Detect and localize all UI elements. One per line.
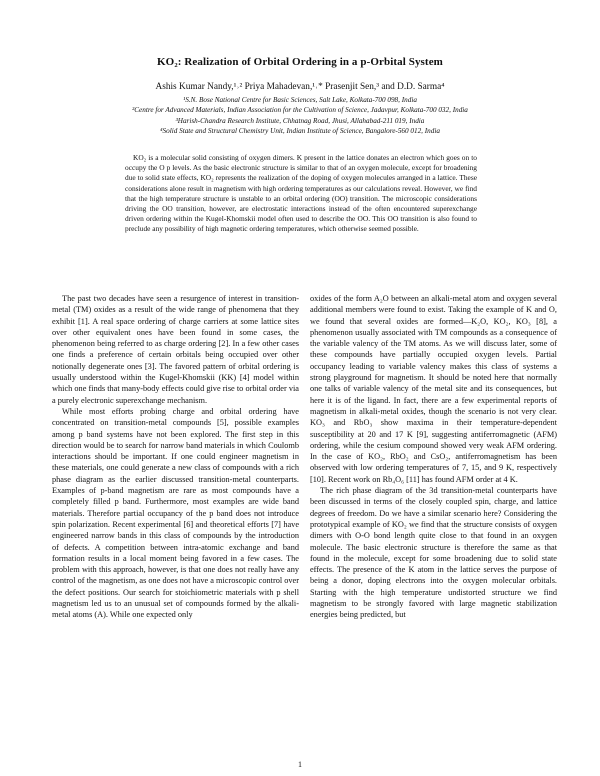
paragraph: The past two decades have seen a resurgence of interest in transition-metal (TM) oxides as a result of the wide range of phenomena that they exhibit [1]. A real space ordering of charge carriers at some lattice sites over other equivalent ones have been found in some cases, the phenomenon being referred to as charge ordering [2]. In a few other cases one finds a preference of certain orbitals being occupied over other notionally degenerate ones [3]. The favored pattern of orbital ordering is usually understood within the Kugel-Khomskii (KK) [4] model within which one finds that many-body effects could give rise to orbital order via a purely electronic superexchange mechanism. <box>52 294 299 405</box>
affiliation: ¹S.N. Bose National Centre for Basic Sciences, Salt Lake, Kolkata-700 098, India <box>183 96 417 104</box>
author-list: Ashis Kumar Nandy,¹˒² Priya Mahadevan,¹˒* Prasenjit Sen,³ and D.D. Sarma⁴ <box>155 82 445 92</box>
affiliation: ²Centre for Advanced Materials, Indian Association for the Cultivation of Science, Jadavpur, Kolkata-700 032, India <box>132 106 468 115</box>
affiliation: ³Harish-Chandra Research Institute, Chhatnag Road, Jhusi, Allahabad-211 019, India <box>175 116 425 125</box>
page-number: 1 <box>298 760 302 769</box>
affiliation-list <box>0 95 600 137</box>
paragraph: The rich phase diagram of the 3d transition-metal counterparts have been discussed in terms of the closely coupled spin, charge, and lattice degrees of freedom. Do we have a similar scenario here? Considering the prototypical example of KO₂ we find that the structure consists of oxygen dimers with O-O bond length quite close to that found in an oxygen molecule. The basic electronic structure is therefore the same as that found in the molecule, except for some broadening due to solid state effects. The presence of the K atom in the lattice serves the purpose of being a donor, doping electrons into the oxygen molecular orbitals. Starting with the high temperature undistorted structure we find magnetism to be strongly favored with large magnetic stabilization energies being predicted, but <box>310 486 557 620</box>
paragraph: oxides of the form A₂O between an alkali-metal atom and oxygen several additional members were found to exist. Taking the example of K and O, we found that several oxides are formed—K₂O, KO₂, KO₃ [8], a phenomenon usually associated with TM compounds as a consequence of the variable valency of the TM atoms. As we will discuss later, some of these compounds have partially occupied oxygen levels. Partial occupancy leading to variable valency makes this class of systems a strong playground for magnetism. It should be noted here that normally one talks of variable valency of the metal site and its consequences, but here it is of the ligand. In fact, there are a few experimental reports of magnetism in alkali-metal oxides, though the scenario is not very clear. KO₃ and RbO₃ show maxima in their temperature-dependent susceptibility at 20 and 17 K [9], suggesting antiferromagnetic (AFM) ordering, while the cesium compound showed very weak AFM ordering. In the case of KO₂, RbO₂ and CsO₂, antiferromagnetism has been observed with low ordering temperatures of 7, 15, and 9 K, respectively [10]. Recent work on Rb₄O₆ [11] has found AFM order at 4 K. <box>310 294 557 484</box>
affiliation: ⁴Solid State and Structural Chemistry Unit, Indian Institute of Science, Bangalore-560 012, India <box>160 127 440 136</box>
paper-title: KO₂: Realization of Orbital Ordering in a p-Orbital System <box>157 56 443 68</box>
abstract: KO₂ is a molecular solid consisting of oxygen dimers. K present in the lattice donates an electron which goes on to occupy the O p levels. As the basic electronic structure is similar to that of an oxygen molecule, except for broadening due to solid state effects, KO₂ represents the realization of the doping of oxygen molecules arranged in a lattice. These considerations alone result in magnetism with high ordering temperatures as our calculations reveal. However, we find that the high temperature structure is unstable to an orbital ordering (OO) transition. The microscopic considerations driving the OO transition, however, are electrostatic interactions instead of the often encountered superexchange driven ordering within the Kugel-Khomskii model often used to describe the OO. This OO transition is also found to preclude any possibility of high magnetic ordering temperatures, which otherwise seemed possible. <box>125 153 477 234</box>
paragraph: While most efforts probing charge and orbital ordering have concentrated on transition-metal compounds [5], possible examples among p band systems have not been explored. The first step in this direction would be to search for narrow band materials in which Coulomb interactions should be important. If one could engineer magnetism in these materials, one could generate a new class of compounds with a rich phase diagram as the earlier discussed transition-metal counterparts. Examples of p-band magnetism are rare as most compounds have a completely filled p band. Furthermore, most examples are wide band materials. Therefore partial occupancy of the p band does not introduce spin polarization. Recent experimental [6] and theoretical efforts [7] have engineered narrow bands in this class of compounds by the introduction of defects. A competition between intra-atomic exchange and band formation results in a local moment being favored in a few cases. The problem with this approach, however, is that one does not really have any control of the magnetism, as one does not have a microscopic control over the defect positions. Our search for stoichiometric materials with p shell magnetism led us to an unusual set of compounds formed by the alkali-metal atoms (A). While one expected only <box>52 406 299 620</box>
body-column-left <box>52 293 299 621</box>
body-column-right <box>310 293 557 621</box>
